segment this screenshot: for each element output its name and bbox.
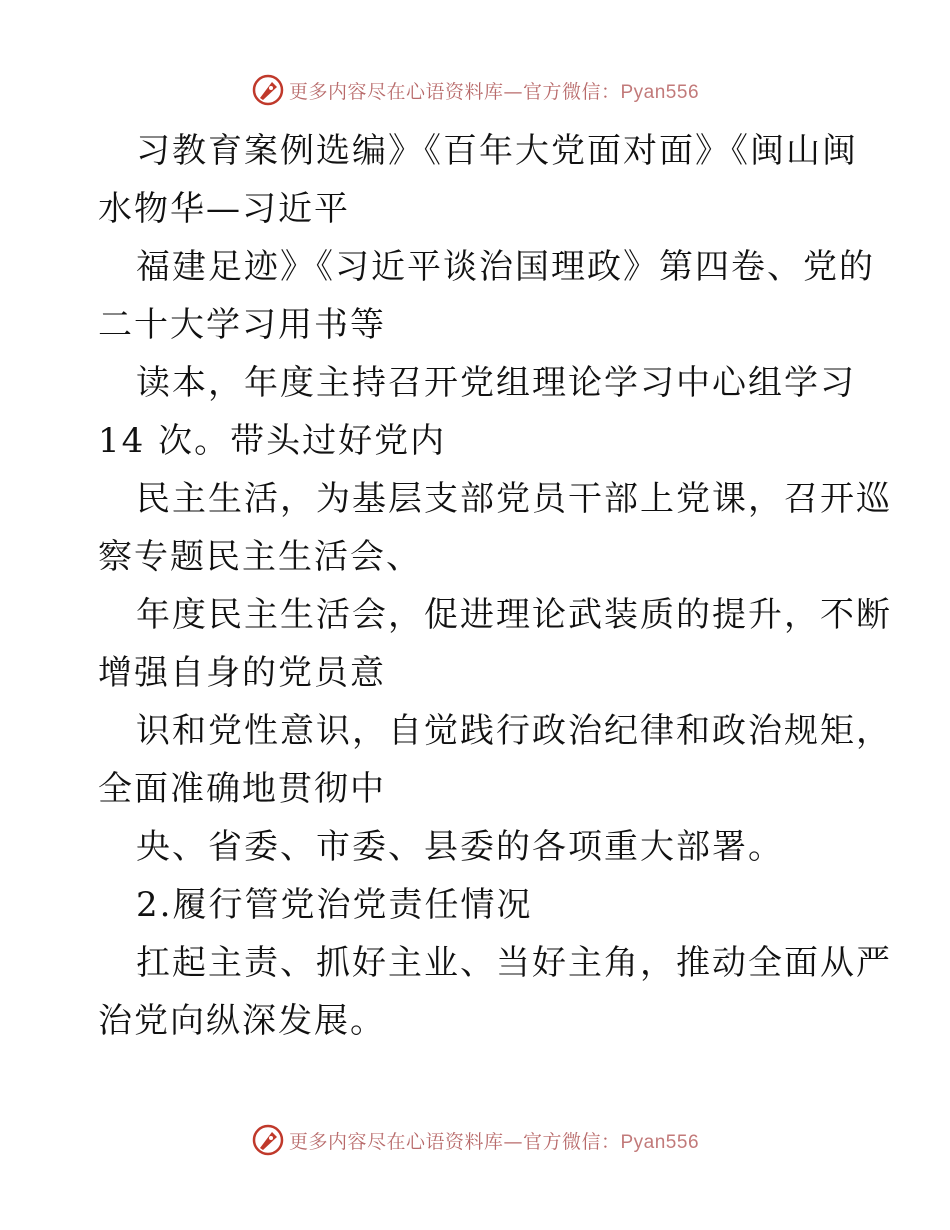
body-line: 读本，年度主持召开党组理论学习中心组学习 (136, 363, 856, 403)
body-line: 14 次。带头过好党内 (98, 421, 447, 461)
footer-banner-text (289, 1127, 699, 1154)
header-banner-wechat: 官方微信： (522, 80, 621, 103)
body-line: 央、省委、市委、县委的各项重大部署。 (136, 827, 784, 867)
footer-banner (0, 1120, 950, 1160)
document-body (98, 122, 892, 1050)
footer-banner-cn: 更多内容尽在心语资料库 (288, 1130, 504, 1153)
body-line: 年度民主生活会，促进理论武装质的提升，不断 (136, 595, 892, 635)
body-line: 治党向纵深发展。 (98, 1001, 386, 1041)
header-banner-cn: 更多内容尽在心语资料库 (288, 80, 504, 103)
footer-banner-id: Pyan556 (620, 1131, 700, 1153)
header-banner (0, 70, 950, 110)
body-line: 扛起主责、抓好主业、当好主角，推动全面从严 (136, 943, 892, 983)
pen-nib-logo-icon (251, 73, 285, 107)
pen-nib-logo-icon (251, 1123, 285, 1157)
body-line: 增强自身的党员意 (98, 653, 386, 693)
footer-banner-wechat: 官方微信： (522, 1130, 621, 1153)
body-line: 民主生活，为基层支部党员干部上党课，召开巡 (136, 479, 892, 519)
header-banner-id: Pyan556 (620, 81, 700, 103)
body-line: 水物华—习近平 (98, 189, 350, 229)
body-line: 察专题民主生活会、 (98, 537, 422, 577)
body-line: 福建足迹》《习近平谈治国理政》第四卷、党的 (136, 247, 875, 287)
body-line: 习教育案例选编》《百年大党面对面》《闽山闽 (136, 131, 858, 171)
body-line: 二十大学习用书等 (98, 305, 386, 345)
section-heading: 2.履行管党治党责任情况 (136, 885, 533, 925)
header-banner-text (289, 77, 699, 104)
body-line: 识和党性意识，自觉践行政治纪律和政治规矩， (136, 711, 892, 751)
header-banner-sep: — (503, 80, 523, 103)
footer-banner-sep: — (503, 1130, 523, 1153)
body-line: 全面准确地贯彻中 (98, 769, 386, 809)
